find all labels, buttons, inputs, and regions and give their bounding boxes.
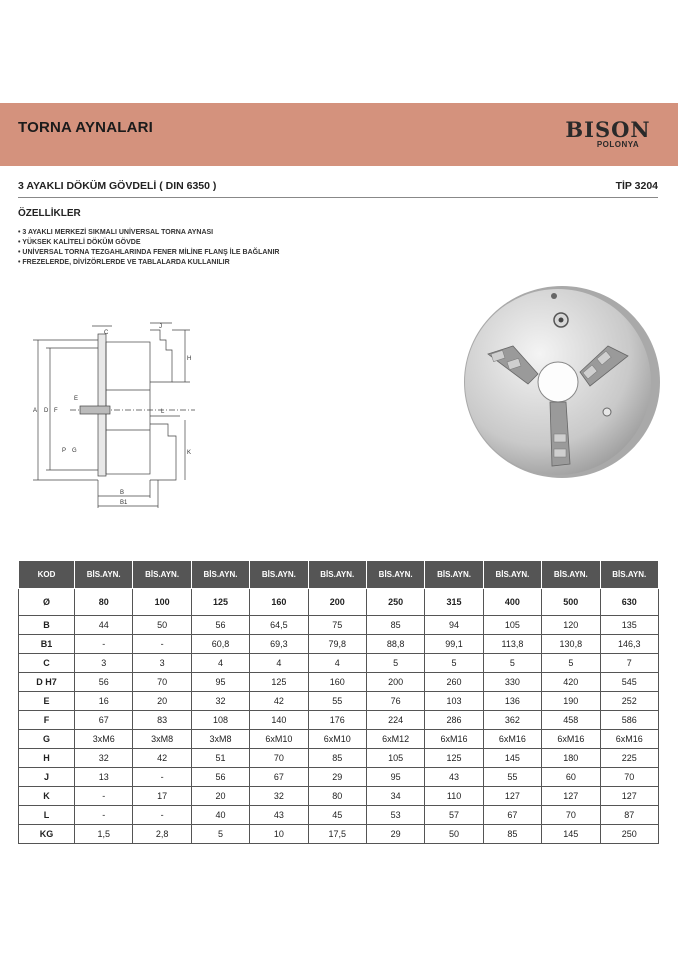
table-cell: 5: [191, 825, 249, 844]
table-cell: 43: [250, 806, 308, 825]
table-cell: 50: [133, 616, 191, 635]
table-cell: 125: [250, 673, 308, 692]
table-cell: 53: [366, 806, 424, 825]
table-cell: 190: [542, 692, 600, 711]
table-cell: 56: [75, 673, 133, 692]
table-cell: 29: [366, 825, 424, 844]
table-cell: 110: [425, 787, 483, 806]
table-cell: 6xM10: [308, 730, 366, 749]
column-header: BİS.AYN.: [191, 561, 249, 589]
table-cell: 420: [542, 673, 600, 692]
dim-label-J: J: [159, 324, 162, 330]
table-cell: 5: [483, 654, 541, 673]
table-cell: 127: [483, 787, 541, 806]
table-cell: 6xM10: [250, 730, 308, 749]
feature-item: • UNİVERSAL TORNA TEZGAHLARINDA FENER MİLİNE FLANŞ İLE BAĞLANIR: [18, 248, 279, 258]
table-cell: 145: [483, 749, 541, 768]
table-cell: 103: [425, 692, 483, 711]
table-cell: 42: [250, 692, 308, 711]
table-cell: 458: [542, 711, 600, 730]
table-cell: 180: [542, 749, 600, 768]
chuck-product-photo: [458, 284, 660, 486]
dim-label-F: F: [54, 408, 58, 414]
table-cell: -: [75, 806, 133, 825]
table-cell: 56: [191, 616, 249, 635]
table-cell: 160: [250, 589, 308, 616]
table-cell: 6xM16: [542, 730, 600, 749]
table-row: [19, 749, 659, 768]
table-cell: 252: [600, 692, 658, 711]
table-cell: 57: [425, 806, 483, 825]
table-cell: 362: [483, 711, 541, 730]
table-row: [19, 673, 659, 692]
column-header: BİS.AYN.: [425, 561, 483, 589]
table-cell: 5: [366, 654, 424, 673]
row-label: H: [19, 749, 75, 768]
feature-item: • 3 AYAKLI MERKEZİ SIKMALI UNİVERSAL TORNA AYNASI: [18, 228, 279, 238]
specs-table: [18, 560, 659, 844]
table-cell: 1,5: [75, 825, 133, 844]
table-cell: 586: [600, 711, 658, 730]
row-label: L: [19, 806, 75, 825]
table-cell: 127: [542, 787, 600, 806]
table-cell: 80: [308, 787, 366, 806]
table-cell: 43: [425, 768, 483, 787]
table-cell: 130,8: [542, 635, 600, 654]
column-header-code: KOD: [19, 561, 75, 589]
table-cell: 87: [600, 806, 658, 825]
table-row: [19, 768, 659, 787]
column-header: BİS.AYN.: [250, 561, 308, 589]
brand-country: POLONYA: [596, 140, 640, 149]
technical-drawing: [30, 320, 205, 515]
row-label: B: [19, 616, 75, 635]
table-cell: 4: [250, 654, 308, 673]
product-type: TİP 3204: [615, 180, 658, 192]
table-cell: 7: [600, 654, 658, 673]
table-cell: 120: [542, 616, 600, 635]
table-row: [19, 654, 659, 673]
table-cell: 250: [366, 589, 424, 616]
table-cell: 94: [425, 616, 483, 635]
table-cell: 56: [191, 768, 249, 787]
table-cell: 6xM16: [425, 730, 483, 749]
header-banner: [0, 103, 678, 166]
row-label: J: [19, 768, 75, 787]
table-cell: 225: [600, 749, 658, 768]
table-cell: 20: [191, 787, 249, 806]
table-body: [19, 589, 659, 844]
table-cell: 70: [250, 749, 308, 768]
table-cell: 140: [250, 711, 308, 730]
row-label: G: [19, 730, 75, 749]
feature-item: • FREZELERDE, DİVİZÖRLERDE VE TABLALARDA KULLANILIR: [18, 258, 279, 268]
brand-logo: [558, 117, 658, 149]
table-row: [19, 787, 659, 806]
table-cell: 67: [250, 768, 308, 787]
features-heading: ÖZELLİKLER: [18, 208, 81, 219]
row-label: F: [19, 711, 75, 730]
table-cell: 330: [483, 673, 541, 692]
row-label: K: [19, 787, 75, 806]
column-header: BİS.AYN.: [133, 561, 191, 589]
table-cell: 315: [425, 589, 483, 616]
table-cell: 13: [75, 768, 133, 787]
table-cell: 3xM8: [133, 730, 191, 749]
table-cell: 99,1: [425, 635, 483, 654]
table-cell: -: [133, 806, 191, 825]
table-cell: 83: [133, 711, 191, 730]
table-cell: 79,8: [308, 635, 366, 654]
table-cell: 6xM16: [600, 730, 658, 749]
table-row: [19, 730, 659, 749]
table-cell: 16: [75, 692, 133, 711]
table-cell: 136: [483, 692, 541, 711]
table-cell: 200: [366, 673, 424, 692]
brand-name: BISON: [565, 117, 651, 142]
dim-label-G: G: [72, 448, 77, 454]
table-cell: 85: [366, 616, 424, 635]
page-title: TORNA AYNALARI: [18, 119, 154, 136]
table-cell: 20: [133, 692, 191, 711]
table-cell: -: [75, 635, 133, 654]
column-header: BİS.AYN.: [483, 561, 541, 589]
table-cell: 40: [191, 806, 249, 825]
column-header: BİS.AYN.: [366, 561, 424, 589]
dim-label-B1: B1: [120, 500, 128, 506]
table-cell: 29: [308, 768, 366, 787]
table-row: [19, 635, 659, 654]
table-cell: 6xM16: [483, 730, 541, 749]
table-cell: -: [133, 768, 191, 787]
row-label: Ø: [19, 589, 75, 616]
table-cell: 2,8: [133, 825, 191, 844]
table-cell: 113,8: [483, 635, 541, 654]
row-label: KG: [19, 825, 75, 844]
table-row: [19, 616, 659, 635]
table-cell: 286: [425, 711, 483, 730]
row-label: C: [19, 654, 75, 673]
table-cell: 34: [366, 787, 424, 806]
dim-label-P: P: [62, 448, 67, 454]
table-cell: 67: [75, 711, 133, 730]
table-cell: 64,5: [250, 616, 308, 635]
table-cell: 95: [191, 673, 249, 692]
table-row: [19, 825, 659, 844]
dim-label-K: K: [187, 450, 192, 456]
table-cell: 17,5: [308, 825, 366, 844]
dim-label-L: L: [161, 409, 165, 415]
table-cell: 4: [308, 654, 366, 673]
table-cell: 55: [483, 768, 541, 787]
feature-item: • YÜKSEK KALİTELİ DÖKÜM GÖVDE: [18, 238, 279, 248]
table-cell: 32: [250, 787, 308, 806]
table-cell: 145: [542, 825, 600, 844]
table-cell: 44: [75, 616, 133, 635]
dim-label-B: B: [120, 490, 125, 496]
table-cell: 80: [75, 589, 133, 616]
table-cell: 3xM8: [191, 730, 249, 749]
table-cell: 224: [366, 711, 424, 730]
table-cell: 3: [133, 654, 191, 673]
dim-label-E: E: [74, 396, 79, 402]
table-cell: 42: [133, 749, 191, 768]
table-cell: 125: [191, 589, 249, 616]
table-cell: 127: [600, 787, 658, 806]
table-cell: 105: [366, 749, 424, 768]
table-cell: 70: [133, 673, 191, 692]
table-header-row: [19, 561, 659, 589]
features-list: [18, 228, 279, 268]
column-header: BİS.AYN.: [75, 561, 133, 589]
table-cell: 95: [366, 768, 424, 787]
table-cell: 88,8: [366, 635, 424, 654]
table-cell: 70: [600, 768, 658, 787]
table-cell: 3: [75, 654, 133, 673]
table-cell: 6xM12: [366, 730, 424, 749]
table-cell: 85: [308, 749, 366, 768]
product-subtitle: 3 AYAKLI DÖKÜM GÖVDELİ ( DIN 6350 ): [18, 180, 217, 192]
table-cell: 260: [425, 673, 483, 692]
table-cell: 67: [483, 806, 541, 825]
table-cell: 70: [542, 806, 600, 825]
table-cell: -: [133, 635, 191, 654]
table-cell: 125: [425, 749, 483, 768]
table-cell: 69,3: [250, 635, 308, 654]
table-cell: 76: [366, 692, 424, 711]
column-header: BİS.AYN.: [600, 561, 658, 589]
table-cell: 75: [308, 616, 366, 635]
table-cell: 60,8: [191, 635, 249, 654]
row-label: B1: [19, 635, 75, 654]
table-cell: 5: [425, 654, 483, 673]
table-cell: 545: [600, 673, 658, 692]
table-cell: 108: [191, 711, 249, 730]
table-cell: 32: [75, 749, 133, 768]
table-cell: 100: [133, 589, 191, 616]
table-cell: 105: [483, 616, 541, 635]
row-label: D H7: [19, 673, 75, 692]
table-row: [19, 806, 659, 825]
table-cell: 50: [425, 825, 483, 844]
table-cell: 55: [308, 692, 366, 711]
table-row: [19, 711, 659, 730]
dim-label-A: A: [33, 408, 38, 414]
table-cell: 500: [542, 589, 600, 616]
table-row: [19, 692, 659, 711]
row-label: E: [19, 692, 75, 711]
table-cell: 135: [600, 616, 658, 635]
table-cell: 176: [308, 711, 366, 730]
table-row: [19, 589, 659, 616]
product-subtitle-row: [18, 180, 658, 198]
table-cell: 32: [191, 692, 249, 711]
dim-label-C: C: [104, 330, 109, 336]
table-cell: 5: [542, 654, 600, 673]
table-cell: 250: [600, 825, 658, 844]
table-cell: 17: [133, 787, 191, 806]
table-cell: 146,3: [600, 635, 658, 654]
table-cell: 51: [191, 749, 249, 768]
table-cell: 45: [308, 806, 366, 825]
dim-label-H: H: [187, 356, 192, 362]
table-cell: 630: [600, 589, 658, 616]
table-cell: 3xM6: [75, 730, 133, 749]
table-cell: 200: [308, 589, 366, 616]
table-cell: 160: [308, 673, 366, 692]
table-cell: 60: [542, 768, 600, 787]
column-header: BİS.AYN.: [308, 561, 366, 589]
table-cell: 400: [483, 589, 541, 616]
dim-label-D: D: [44, 408, 49, 414]
table-cell: 10: [250, 825, 308, 844]
table-cell: 85: [483, 825, 541, 844]
table-cell: 4: [191, 654, 249, 673]
column-header: BİS.AYN.: [542, 561, 600, 589]
table-cell: -: [75, 787, 133, 806]
